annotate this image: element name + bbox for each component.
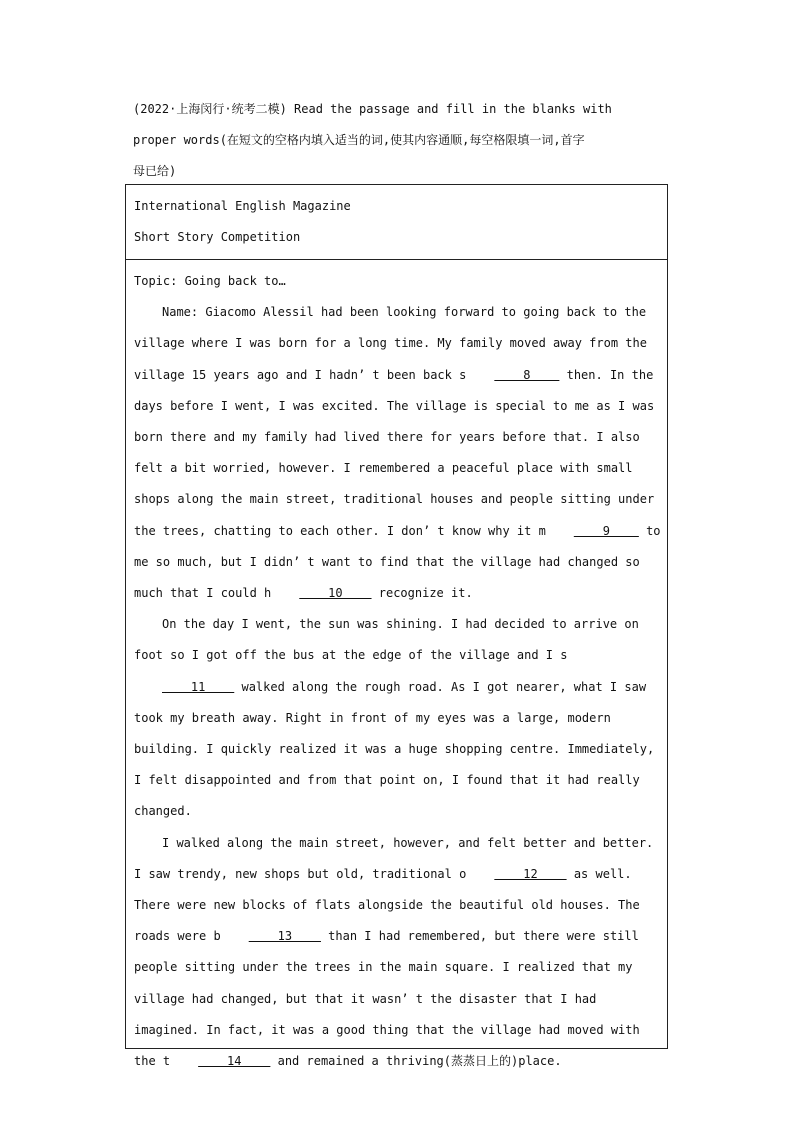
instructions-line-1: (2022·上海闵行·统考二模) Read the passage and fill in the blanks with [133,102,612,116]
paragraph-3-text-d: and remained a thriving(蒸蒸日上的)place. [270,1054,562,1069]
paragraph-1-text-e: recognize it. [371,586,473,601]
paragraph-1-text-d: to me so much, but I didn’ t want to find that the village had changed so much that I could h [134,523,661,601]
competition-title: Short Story Competition [134,230,301,244]
paragraph-1 [134,297,664,609]
blank-11[interactable]: 11 [162,679,235,694]
blank-8[interactable]: 8 [494,367,560,382]
paragraph-1-text-a: Name: Giacomo Alessil had been looking forward to going back to the village where I was born for a long time. My family moved away from the village 15 years ago and I hadn’ t been back s [134,305,647,382]
box-header [126,185,667,260]
instructions-line-2: proper words(在短文的空格内填入适当的词,使其内容通顺,每空格限填一词,首字 [133,133,585,147]
paragraph-2-text-b: walked along the rough road. As I got nearer, what I saw took my breath away. Right in front of my eyes was a large, modern building. I quickly realized it was a huge shopping centre. Immediately, I felt disappointed and from that point on, I found that it had really changed. [134,679,655,819]
magazine-title: International English Magazine [134,199,351,213]
paragraph-3-text-c: than I had remembered, but there were still people sitting under the trees in the main square. I realized that my village had changed, but that it wasn’ t the disaster that I had imagined. In fact, it was a good thing that the village had moved with the t [134,929,640,1069]
story-body [134,266,664,1077]
blank-9[interactable]: 9 [573,523,639,538]
paragraph-3-text-a: I walked along the main street, however, and felt better and better. I saw trendy, new shops but old, traditional o [134,835,654,881]
story-box [125,184,668,1069]
instructions-line-3: 母已给) [133,164,177,178]
paragraph-3-text-b: as well. There were new blocks of flats alongside the beautiful old houses. The roads were b [134,866,640,944]
instructions [133,94,673,187]
topic-line: Topic: Going back to… [134,274,286,288]
paragraph-3 [134,828,664,1078]
blank-14[interactable]: 14 [198,1054,271,1069]
blank-13[interactable]: 13 [248,929,321,944]
paragraph-2 [134,609,664,827]
paragraph-2-text-a: On the day I went, the sun was shining. I had decided to arrive on foot so I got off the bus at the edge of the village and I s [134,617,639,663]
blank-12[interactable]: 12 [494,866,567,881]
blank-10[interactable]: 10 [299,586,372,601]
paragraph-1-text-c: then. In the days before I went, I was excited. The village is special to me as I was born there and my family had lived there for years before that. I also felt a bit worried, however. I remembered a peaceful place with small shops along the main street, traditional houses and people sitting under the trees, chatting to each other. I don’ t know why it m [134,367,655,538]
